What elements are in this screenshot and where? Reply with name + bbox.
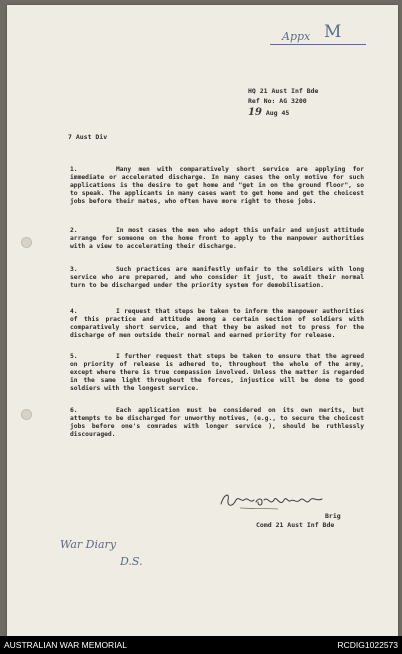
- paragraph-text: Such practices are manifestly unfair to the soldiers with long service who are prepared, and who consider it just, to await their normal turn to be discharged under the priority system for demobilisation.: [70, 266, 364, 290]
- handwritten-note-line2: D.S.: [120, 555, 143, 568]
- signature-title: Comd 21 Aust Inf Bde: [256, 521, 335, 529]
- handwritten-note-line1: War Diary: [60, 538, 117, 551]
- paragraph-number: 1.: [70, 166, 78, 173]
- record-id: RCDIG1022573: [337, 640, 398, 650]
- signature-scrawl: [218, 488, 328, 514]
- paragraph-text: In most cases the men who adopt this unfair and unjust attitude arrange for someone on the home front to apply to the manpower authorities with a view to accelerating their discharge.: [70, 227, 364, 251]
- addressee: 7 Aust Div: [68, 133, 108, 141]
- paragraph-text: Many men with comparatively short service are applying for immediate or accelerated discharge. In many cases the only motive for such applications is the desire to get home and "get in on the ground floor", so to speak. The applicants in many cases want to get home and get the choicest jobs before their mates, who often have more right to those jobs.: [70, 166, 364, 206]
- paragraph-number: 4.: [70, 308, 78, 315]
- archive-name: AUSTRALIAN WAR MEMORIAL: [4, 640, 127, 650]
- archive-footer: [0, 636, 402, 654]
- annotation-underline: [270, 44, 366, 45]
- paragraph-2: [70, 227, 364, 251]
- paragraph-4: [70, 308, 364, 340]
- paragraph-6: [70, 407, 364, 439]
- appendix-letter: M: [324, 22, 342, 42]
- paragraph-3: [70, 266, 364, 290]
- punch-hole-top: [21, 237, 32, 248]
- paragraph-text: I further request that steps be taken to ensure that the agreed on priority of release is adhered to, throughout the whole of the army, except where there is true compassion involved. Unless the matter is regarded in the same light throughout the forces, injustice will be done to good soldiers with the longest service.: [70, 353, 364, 393]
- paragraph-number: 3.: [70, 266, 78, 273]
- paragraph-text: Each application must be considered on its own merits, but attempts to be discharged for unworthy motives, (e.g., to secure the choicest jobs before one's comrades with longer service ), should be ruthlessly discouraged.: [70, 407, 364, 439]
- paragraph-1: [70, 166, 364, 206]
- paragraph-number: 5.: [70, 353, 78, 360]
- paragraph-5: [70, 353, 364, 393]
- punch-hole-bottom: [21, 409, 32, 420]
- signature-rank: Brig: [325, 512, 341, 520]
- appendix-annotation: [270, 22, 366, 46]
- header-unit: HQ 21 Aust Inf Bde: [248, 87, 319, 95]
- paragraph-text: I request that steps be taken to inform the manpower authorities of this practice and attitude among a certain section of soldiers with comparatively short service, and that they be asked not to press for the discharge of men outside their normal and earned priority for release.: [70, 308, 364, 340]
- paragraph-number: 2.: [70, 227, 78, 234]
- header-ref: Ref No: AG 3200: [248, 97, 307, 105]
- appendix-label: Appx: [282, 30, 311, 43]
- date-month-year: Aug 45: [265, 109, 290, 117]
- header-date: [248, 107, 289, 118]
- date-day-handwritten: 19: [248, 107, 262, 118]
- paragraph-number: 6.: [70, 407, 78, 414]
